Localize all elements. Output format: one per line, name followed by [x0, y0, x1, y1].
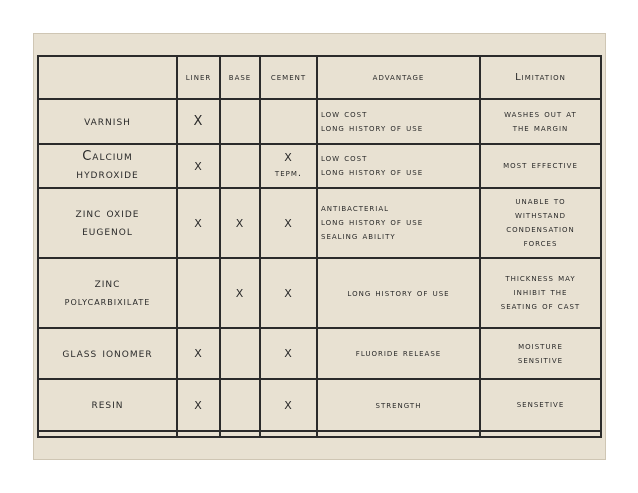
limitation-cell — [480, 379, 601, 431]
empty-cell — [260, 431, 317, 437]
header-liner: liner — [177, 56, 220, 99]
material-cell — [38, 379, 177, 431]
cement-mark — [260, 99, 317, 144]
material-name: glass ionomer — [62, 345, 153, 361]
limitation-line: forces — [523, 238, 558, 249]
cement-mark: X — [260, 379, 317, 431]
cement-mark: X — [260, 258, 317, 328]
advantage-cell — [317, 144, 480, 188]
base-mark: X — [220, 188, 260, 258]
advantage-cell — [317, 328, 480, 379]
material-cell — [38, 328, 177, 379]
header-advantage: advantage — [317, 56, 480, 99]
advantage-line: fluoride release — [355, 348, 442, 359]
limitation-line: sensitive — [517, 354, 564, 366]
header-limitation: Limitation — [480, 56, 601, 99]
material-name: resin — [91, 397, 124, 412]
material-name: Calcium — [82, 149, 133, 164]
liner-mark: X — [177, 99, 220, 144]
limitation-line: unable to — [515, 196, 566, 207]
advantage-line: sealing ability — [321, 231, 396, 242]
advantage-line: long history of use — [347, 287, 450, 299]
empty-cell — [317, 431, 480, 437]
cement-mark: X — [260, 328, 317, 379]
empty-cell — [38, 431, 177, 437]
advantage-cell — [317, 99, 480, 144]
header-cement: cement — [260, 56, 317, 99]
base-mark: X — [220, 258, 260, 328]
limitation-line: washes out at — [504, 108, 577, 120]
liner-mark — [177, 258, 220, 328]
cement-note: tepm. — [274, 168, 303, 179]
limitation-line: thickness may — [505, 273, 576, 284]
limitation-line: withstand — [514, 210, 567, 221]
base-mark — [220, 328, 260, 379]
limitation-cell — [480, 258, 601, 328]
advantage-cell — [317, 258, 480, 328]
table-row — [38, 328, 601, 379]
material-name: varnish — [84, 113, 131, 129]
material-name: polycarbixilate — [64, 295, 151, 308]
limitation-line: moisture — [518, 340, 563, 352]
advantage-line: low cost — [321, 108, 368, 120]
cement-mark: X — [260, 188, 317, 258]
limitation-line: inhibit the — [513, 287, 568, 298]
material-name: eugenol — [82, 224, 133, 239]
table-row — [38, 188, 601, 258]
table-row — [38, 379, 601, 431]
slide — [33, 33, 606, 460]
advantage-cell — [317, 379, 480, 431]
base-mark — [220, 99, 260, 144]
advantage-line: long history of use — [321, 217, 424, 228]
limitation-cell — [480, 188, 601, 258]
header-row — [38, 56, 601, 99]
advantage-cell — [317, 188, 480, 258]
liner-mark: X — [177, 379, 220, 431]
base-mark — [220, 379, 260, 431]
table-row — [38, 258, 601, 328]
liner-mark: X — [177, 328, 220, 379]
limitation-cell — [480, 144, 601, 188]
advantage-line: strength — [375, 399, 422, 411]
empty-cell — [480, 431, 601, 437]
advantage-line: long history of use — [321, 122, 424, 134]
advantage-line: low cost — [321, 153, 368, 164]
empty-cell — [220, 431, 260, 437]
materials-table — [37, 55, 602, 438]
advantage-line: long history of use — [321, 167, 424, 178]
limitation-line: most effective — [503, 160, 578, 171]
material-cell — [38, 144, 177, 188]
material-cell — [38, 258, 177, 328]
limitation-cell — [480, 328, 601, 379]
header-base: base — [220, 56, 260, 99]
material-cell — [38, 99, 177, 144]
empty-cell — [177, 431, 220, 437]
table-row-empty — [38, 431, 601, 437]
cement-mark: X — [284, 151, 293, 164]
limitation-line: the margin — [512, 122, 569, 134]
material-cell — [38, 188, 177, 258]
limitation-cell — [480, 99, 601, 144]
table-row — [38, 144, 601, 188]
material-name: hydroxide — [76, 167, 139, 182]
liner-mark: X — [177, 144, 220, 188]
limitation-line: condensation — [506, 224, 575, 235]
header-material — [38, 56, 177, 99]
advantage-line: antibacterial — [321, 203, 390, 214]
liner-mark: X — [177, 188, 220, 258]
limitation-line: seating of cast — [500, 301, 581, 312]
material-name: zinc oxide — [75, 206, 140, 221]
material-name: zinc — [94, 276, 121, 291]
limitation-line: sensetive — [516, 399, 565, 410]
table-row — [38, 99, 601, 144]
cement-cell — [260, 144, 317, 188]
base-mark — [220, 144, 260, 188]
